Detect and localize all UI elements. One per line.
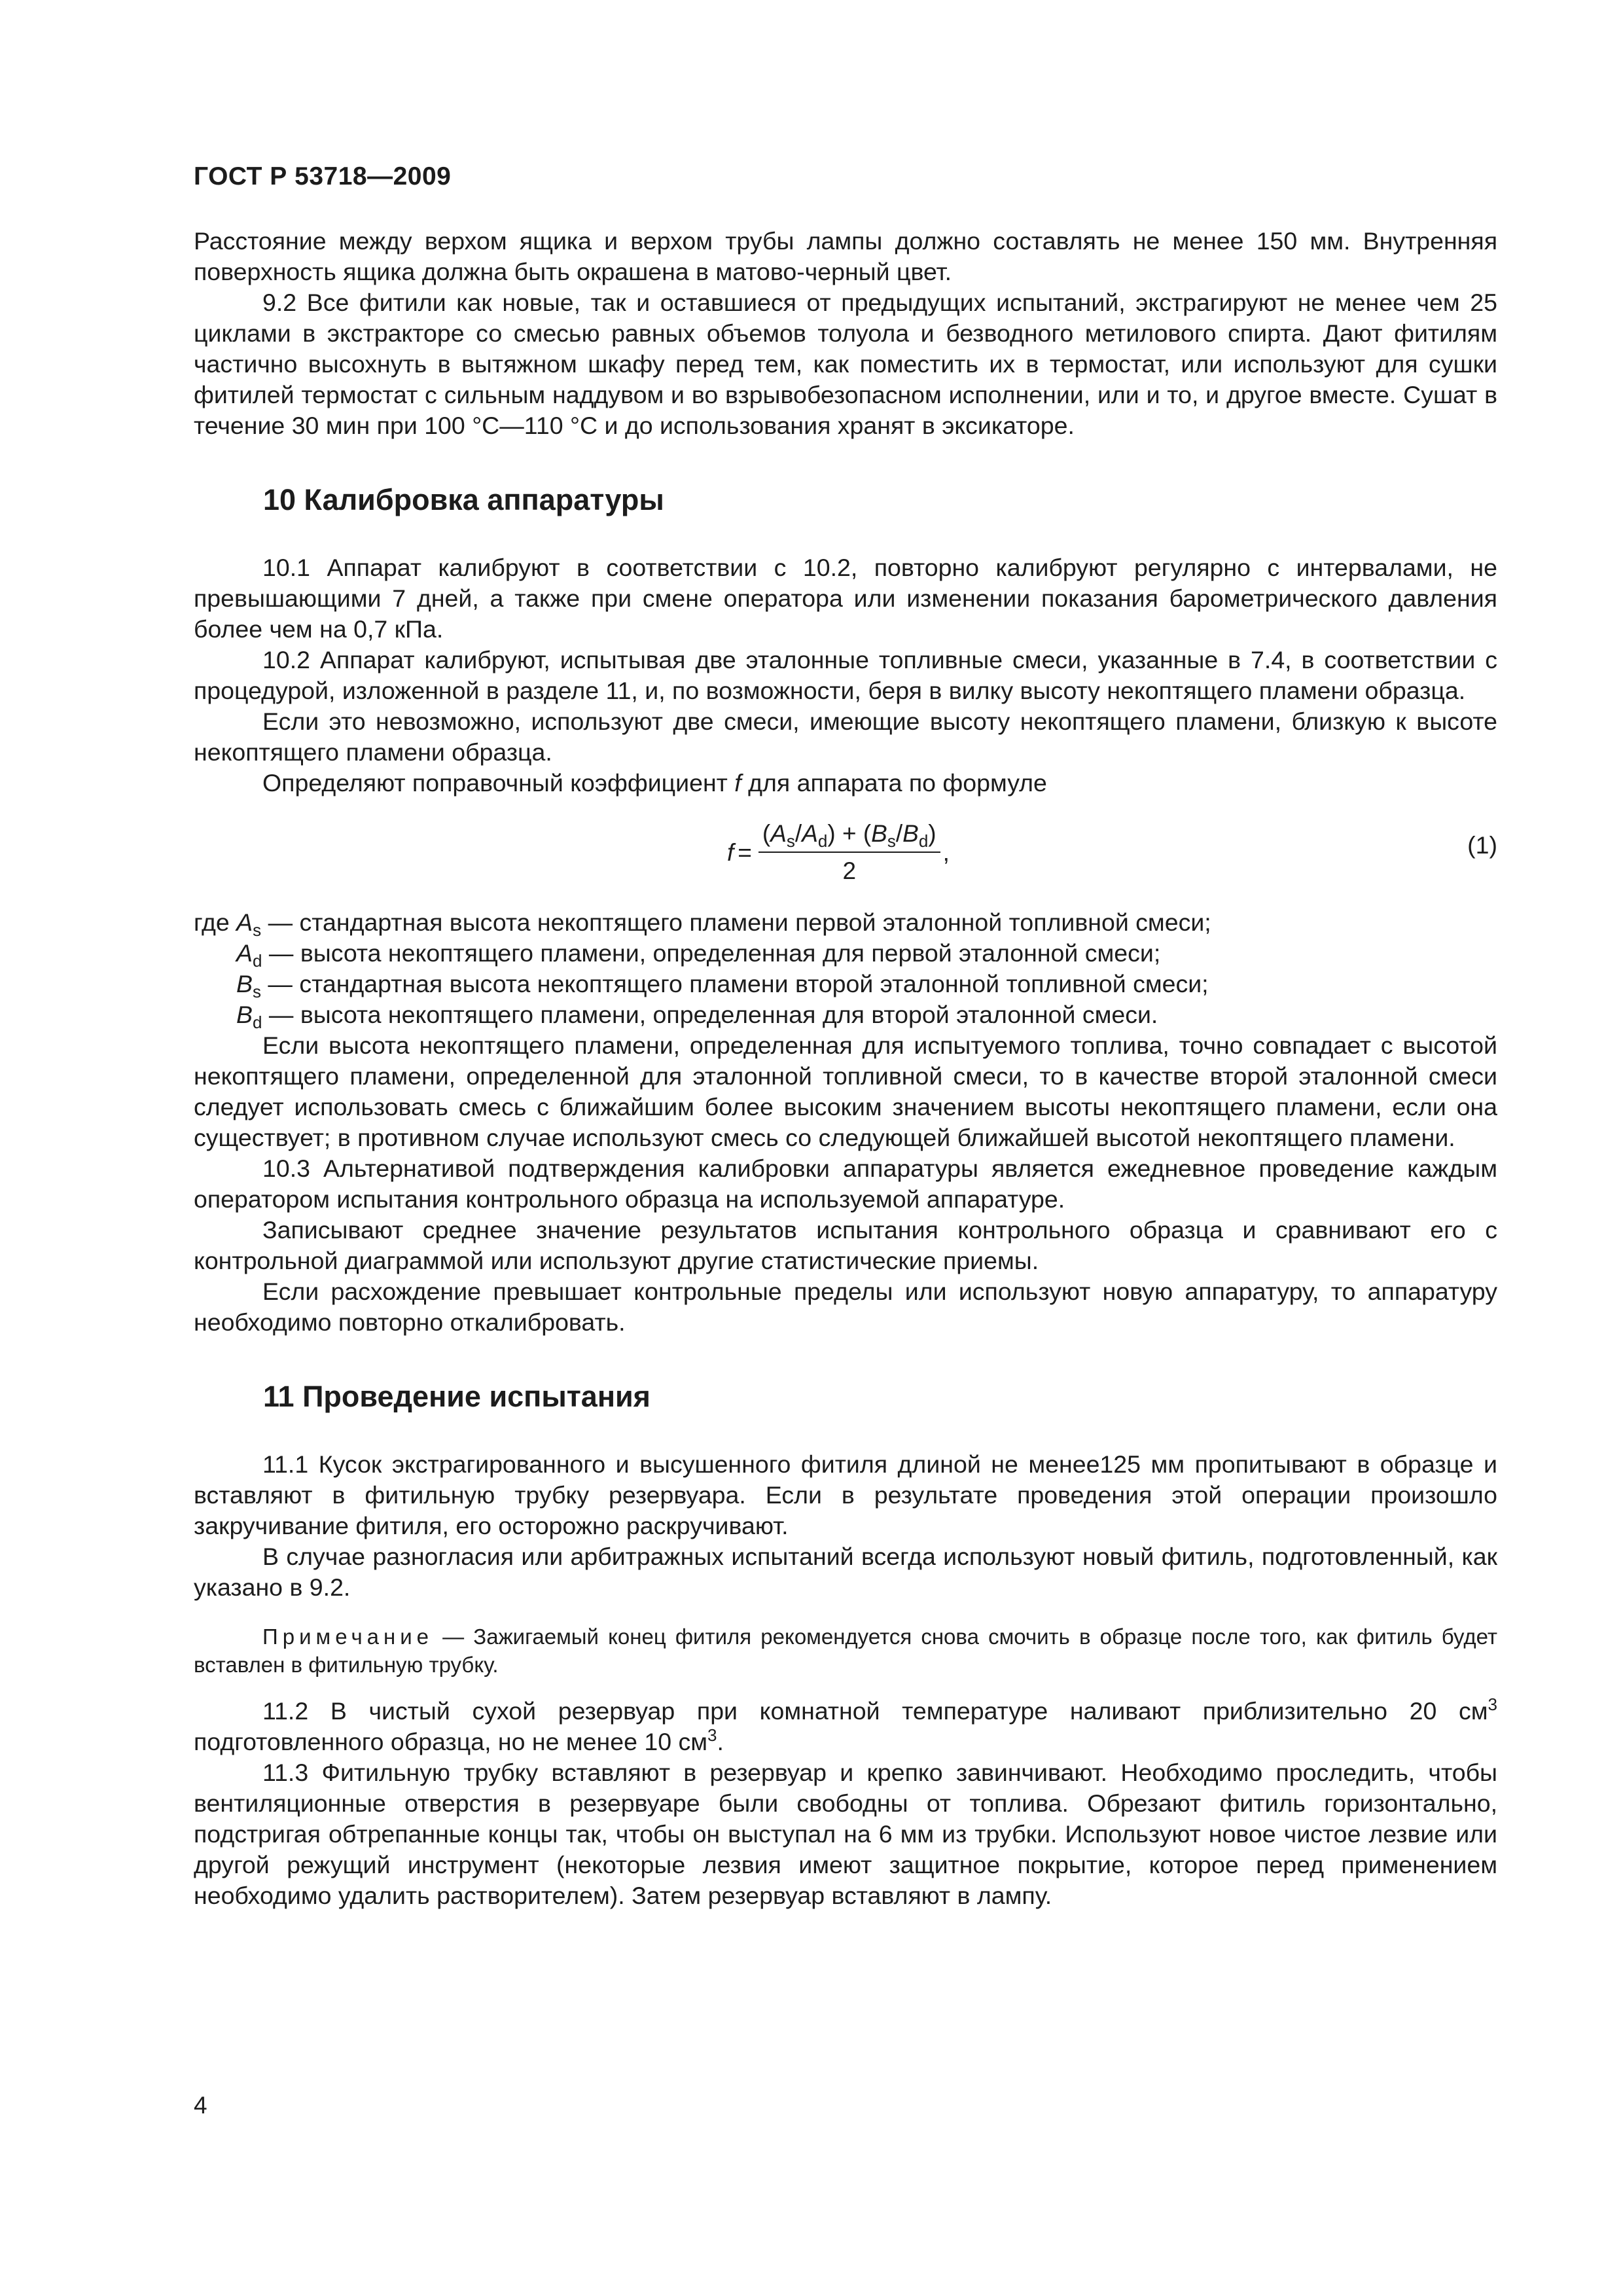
paragraph: В случае разногласия или арбитражных испытаний всегда используют новый фитиль, подготовленный, как указано в 9.2. <box>194 1543 1497 1601</box>
paragraph-11-2: 11.2 В чистый сухой резервуар при комнатной температуре наливают приблизительно 20 $см^3$ подготовленного образца, но не менее 10 $см^3$. <box>194 1695 1497 1755</box>
where-line-3: $B_s$ — стандартная высота некоптящего пламени второй эталонной топливной смеси; <box>236 970 1209 1001</box>
section-11-title: 11 Проведение испытания <box>263 1380 651 1413</box>
paragraph-9-2: 9.2 Все фитили как новые, так и оставшиеся от предыдущих испытаний, экстрагируют не менее чем 25 циклами в экстракторе со смесью равных объемов толуола и безводного метилового спирта. Дают фитилям частично высохнуть в вытяжном шкафу перед тем, как поместить их в термостат, или используют для сушки фитилей термостат с сильным наддувом и во взрывобезопасном исполнении, или и то, и другое вместе. Сушат в течение 30 мин при 100 °С—110 °С и до использования хранят в эксикаторе. <box>194 289 1497 439</box>
paragraph-11-1: 11.1 Кусок экстрагированного и высушенного фитиля длиной не менее125 мм пропитывают в образце и вставляют в фитильную трубку резервуара. Если в результате проведения этой операции произошло закручивание фитиля, его осторожно раскручивают. <box>194 1450 1497 1539</box>
formula-denominator: 2 <box>842 857 857 884</box>
variable-f: f <box>734 769 741 797</box>
note-text: — Зажигаемый конец фитиля рекомендуется снова смочить в образце после того, как фитиль будет вставлен в фитильную трубку. <box>194 1624 1497 1677</box>
formula-numerator: $(A_s/A_d) + (B_s/B_d)$ <box>758 818 940 853</box>
paragraph-11-3: 11.3 Фитильную трубку вставляют в резервуар и крепко завинчивают. Необходимо проследить, чтобы вентиляционные отверстия в резервуаре были свободны от топлива. Обрезают фитиль горизонтально, подстригая обтрепанные концы так, чтобы он выступал на 6 мм из трубки. Используют новое чистое лезвие или другой режущий инструмент (некоторые лезвия имеют защитное покрытие, которое перед применением необходимо удалить растворителем). Затем резервуар вставляют в лампу. <box>194 1759 1497 1909</box>
paragraph-10-1: 10.1 Аппарат калибруют в соответствии с 10.2, повторно калибруют регулярно с интервалами, не превышающими 7 дней, а также при смене оператора или изменении показания барометрического давления более чем на 0,7 кПа. <box>194 554 1497 643</box>
paragraph: Расстояние между верхом ящика и верхом трубы лампы должно составлять не менее 150 мм. Внутренняя поверхность ящика должна быть окрашена в матово-черный цвет. <box>194 227 1497 285</box>
where-line-1: где $A_s$ — стандартная высота некоптящего пламени первой эталонной топливной смеси; <box>194 908 1211 940</box>
standard-header: ГОСТ Р 53718—2009 <box>194 162 452 190</box>
paragraph-10-2: 10.2 Аппарат калибруют, испытывая две эталонные топливные смеси, указанные в 7.4, в соответствии с процедурой, изложенной в разделе 11, и, по возможности, беря в вилку высоту некоптящего пламени образца. <box>194 646 1497 704</box>
where-line-4: $B_d$ — высота некоптящего пламени, определенная для второй эталонной смеси. <box>236 1001 1158 1032</box>
note-label: Примечание <box>262 1624 434 1649</box>
paragraph: Если высота некоптящего пламени, определенная для испытуемого топлива, точно совпадает с высотой некоптящего пламени, определенной для эталонной топливной смеси, то в качестве второй эталонной смеси следует использовать смесь с ближайшим более высоким значением высоты некоптящего пламени, если она существует; в противном случае используют смесь со следующей ближайшей высотой некоптящего пламени. <box>194 1031 1497 1151</box>
formula: f = $\frac{(A_s/A_d) + (B_s/B_d)}{2}$ , <box>727 818 950 886</box>
formula-block <box>194 812 1497 889</box>
note <box>194 1623 1497 1679</box>
paragraph: Если расхождение превышает контрольные пределы или используют новую аппаратуру, то аппаратуру необходимо повторно откалибровать. <box>194 1278 1497 1336</box>
where-line-2: $A_d$ — высота некоптящего пламени, определенная для первой эталонной смеси; <box>236 939 1161 971</box>
section-10-title: 10 Калибровка аппаратуры <box>263 483 664 516</box>
page-number: 4 <box>194 2092 207 2119</box>
formula-intro: Определяют поправочный коэффициент f для аппарата по формуле <box>262 769 1047 797</box>
formula-number: (1) <box>1467 831 1497 859</box>
paragraph: Записывают среднее значение результатов испытания контрольного образца и сравнивают его с контрольной диаграммой или используют другие статистические приемы. <box>194 1216 1497 1274</box>
formula-fraction <box>758 818 940 886</box>
paragraph: Если это невозможно, используют две смеси, имеющие высоту некоптящего пламени, близкую к высоте некоптящего пламени образца. <box>194 708 1497 766</box>
document-body <box>194 226 1497 1911</box>
paragraph-10-3: 10.3 Альтернативой подтверждения калибровки аппаратуры является ежедневное проведение каждым оператором испытания контрольного образца на используемой аппаратуре. <box>194 1155 1497 1213</box>
